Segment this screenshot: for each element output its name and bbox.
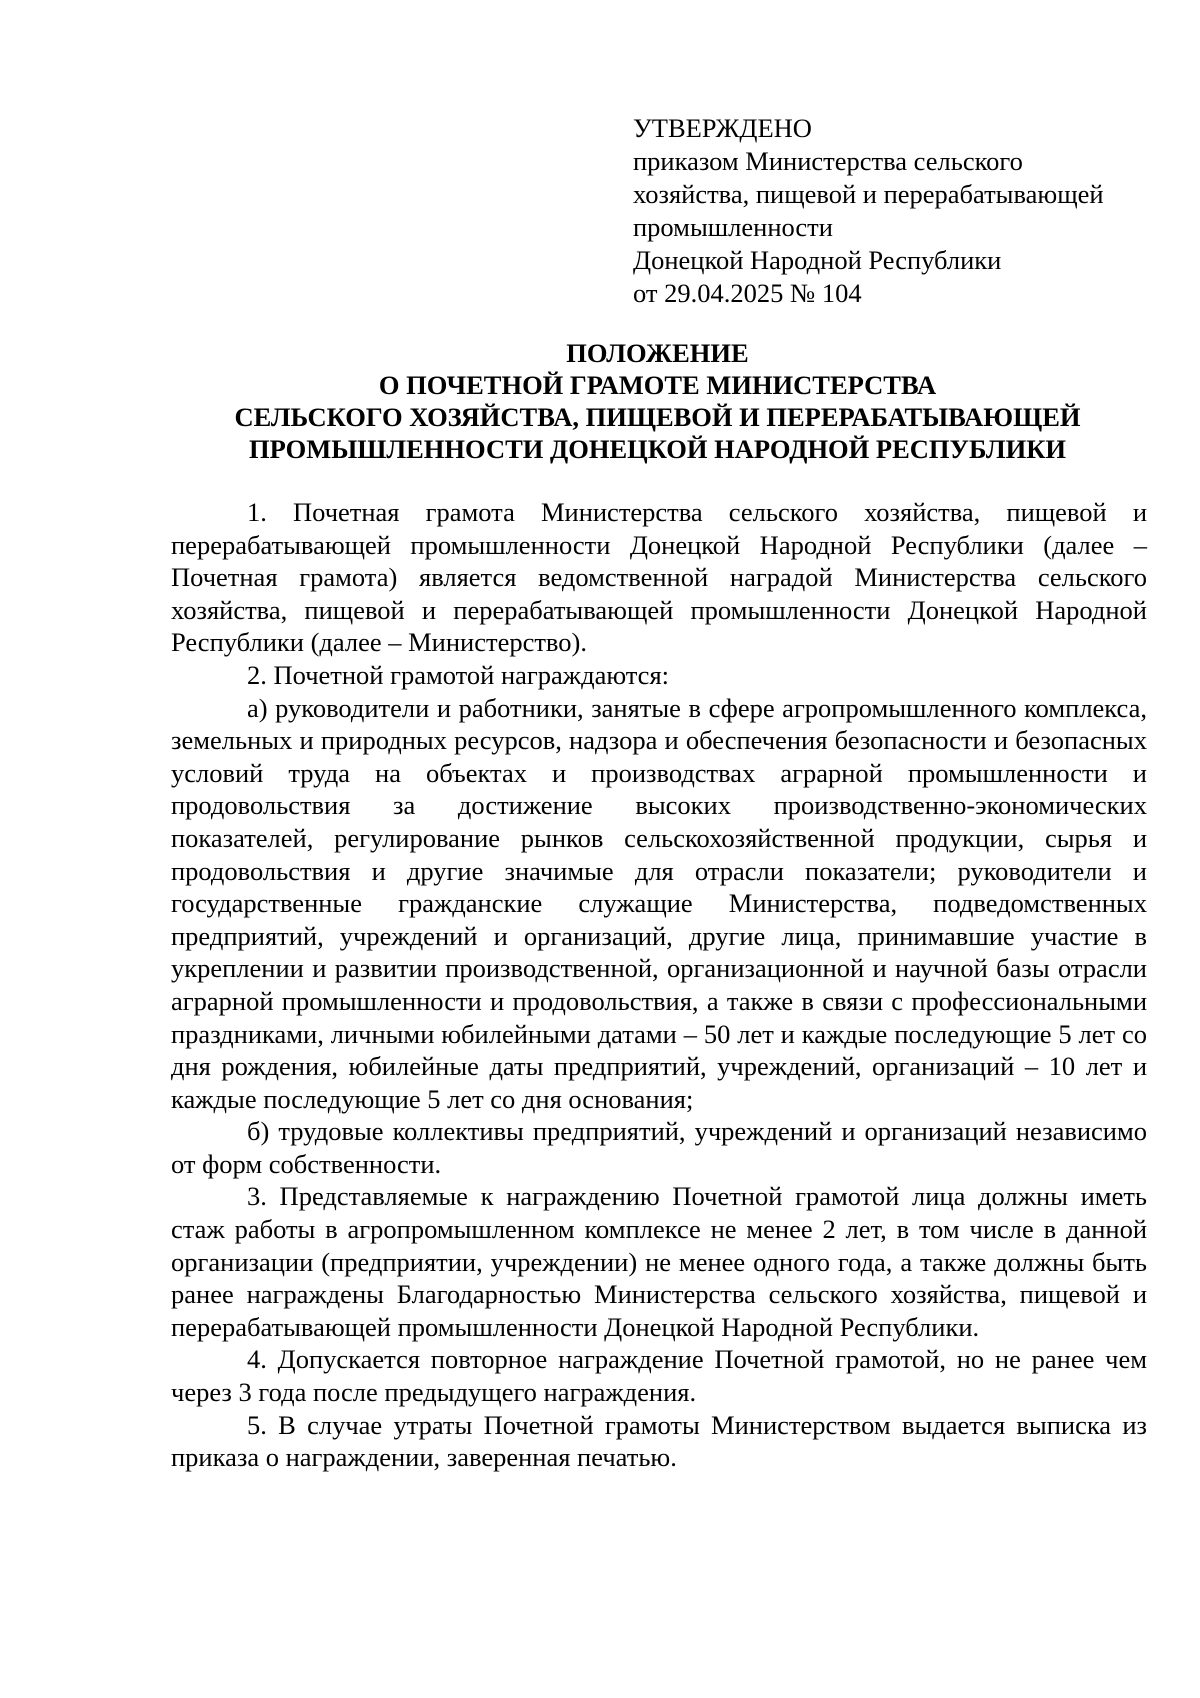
approval-line: хозяйства, пищевой и перерабатывающей <box>633 179 1104 209</box>
paragraph-1: 1. Почетная грамота Министерства сельского хозяйства, пищевой и перерабатывающей промышленности Донецкой Народной Республики (далее – Почетная грамота) является ведомственной наградой Министерства сельского хозяйства, пищевой и перерабатывающей промышленности Донецкой Народной Республики (далее – Министерство). <box>171 497 1147 658</box>
approval-line: приказом Министерства сельского <box>633 146 1023 176</box>
paragraph-2a: а) руководители и работники, занятые в сфере агропромышленного комплекса, земельных и природных ресурсов, надзора и обеспечения безопасности и безопасных условий труда на объектах и производствах аграрной промышленности и продовольствия за достижение высоких производственно-экономических показателей, регулирование рынков сельскохозяйственной продукции, сырья и продовольствия и другие значимые для отрасли показатели; руководители и государственные гражданские служащие Министерства, подведомственных предприятий, учреждений и организаций, другие лица, принимавшие участие в укреплении и развитии производственной, организационной и научной базы отрасли аграрной промышленности и продовольствия, а также в связи с профессиональными праздниками, личными юбилейными датами – 50 лет и каждые последующие 5 лет со дня рождения, юбилейные даты предприятий, учреждений, организаций – 10 лет и каждые последующие 5 лет со дня основания; <box>171 692 1147 1114</box>
title-line: СЕЛЬСКОГО ХОЗЯЙСТВА, ПИЩЕВОЙ И ПЕРЕРАБАТЫВАЮЩЕЙ <box>234 402 1081 432</box>
approval-line: промышленности <box>633 212 833 242</box>
paragraph-2b: б) трудовые коллективы предприятий, учреждений и организаций независимо от форм собственности. <box>171 1116 1147 1179</box>
approval-stamp-block <box>633 112 1153 310</box>
approval-heading: УТВЕРЖДЕНО <box>633 113 812 143</box>
paragraph-2: 2. Почетной грамотой награждаются: <box>247 659 669 690</box>
paragraph-5: 5. В случае утраты Почетной грамоты Министерством выдается выписка из приказа о награждении, заверенная печатью. <box>171 1409 1147 1473</box>
paragraph-4: 4. Допускается повторное награждение Почетной грамотой, но не ранее чем через 3 года после предыдущего награждения. <box>171 1344 1147 1408</box>
title-line: ПРОМЫШЛЕННОСТИ ДОНЕЦКОЙ НАРОДНОЙ РЕСПУБЛИКИ <box>248 434 1067 464</box>
approval-order-date-number: от 29.04.2025 № 104 <box>633 278 862 308</box>
paragraph-3: 3. Представляемые к награждению Почетной грамотой лица должны иметь стаж работы в агропромышленном комплексе не менее 2 лет, в том числе в данной организации (предприятии, учреждении) не менее одного года, а также должны быть ранее награждены Благодарностью Министерства сельского хозяйства, пищевой и перерабатывающей промышленности Донецкой Народной Республики. <box>171 1181 1147 1342</box>
document-body <box>171 496 1147 1474</box>
document-title <box>150 337 1165 465</box>
approval-line: Донецкой Народной Республики <box>633 245 1002 275</box>
title-line: О ПОЧЕТНОЙ ГРАМОТЕ МИНИСТЕРСТВА <box>378 370 937 400</box>
title-line: ПОЛОЖЕНИЕ <box>566 338 749 368</box>
